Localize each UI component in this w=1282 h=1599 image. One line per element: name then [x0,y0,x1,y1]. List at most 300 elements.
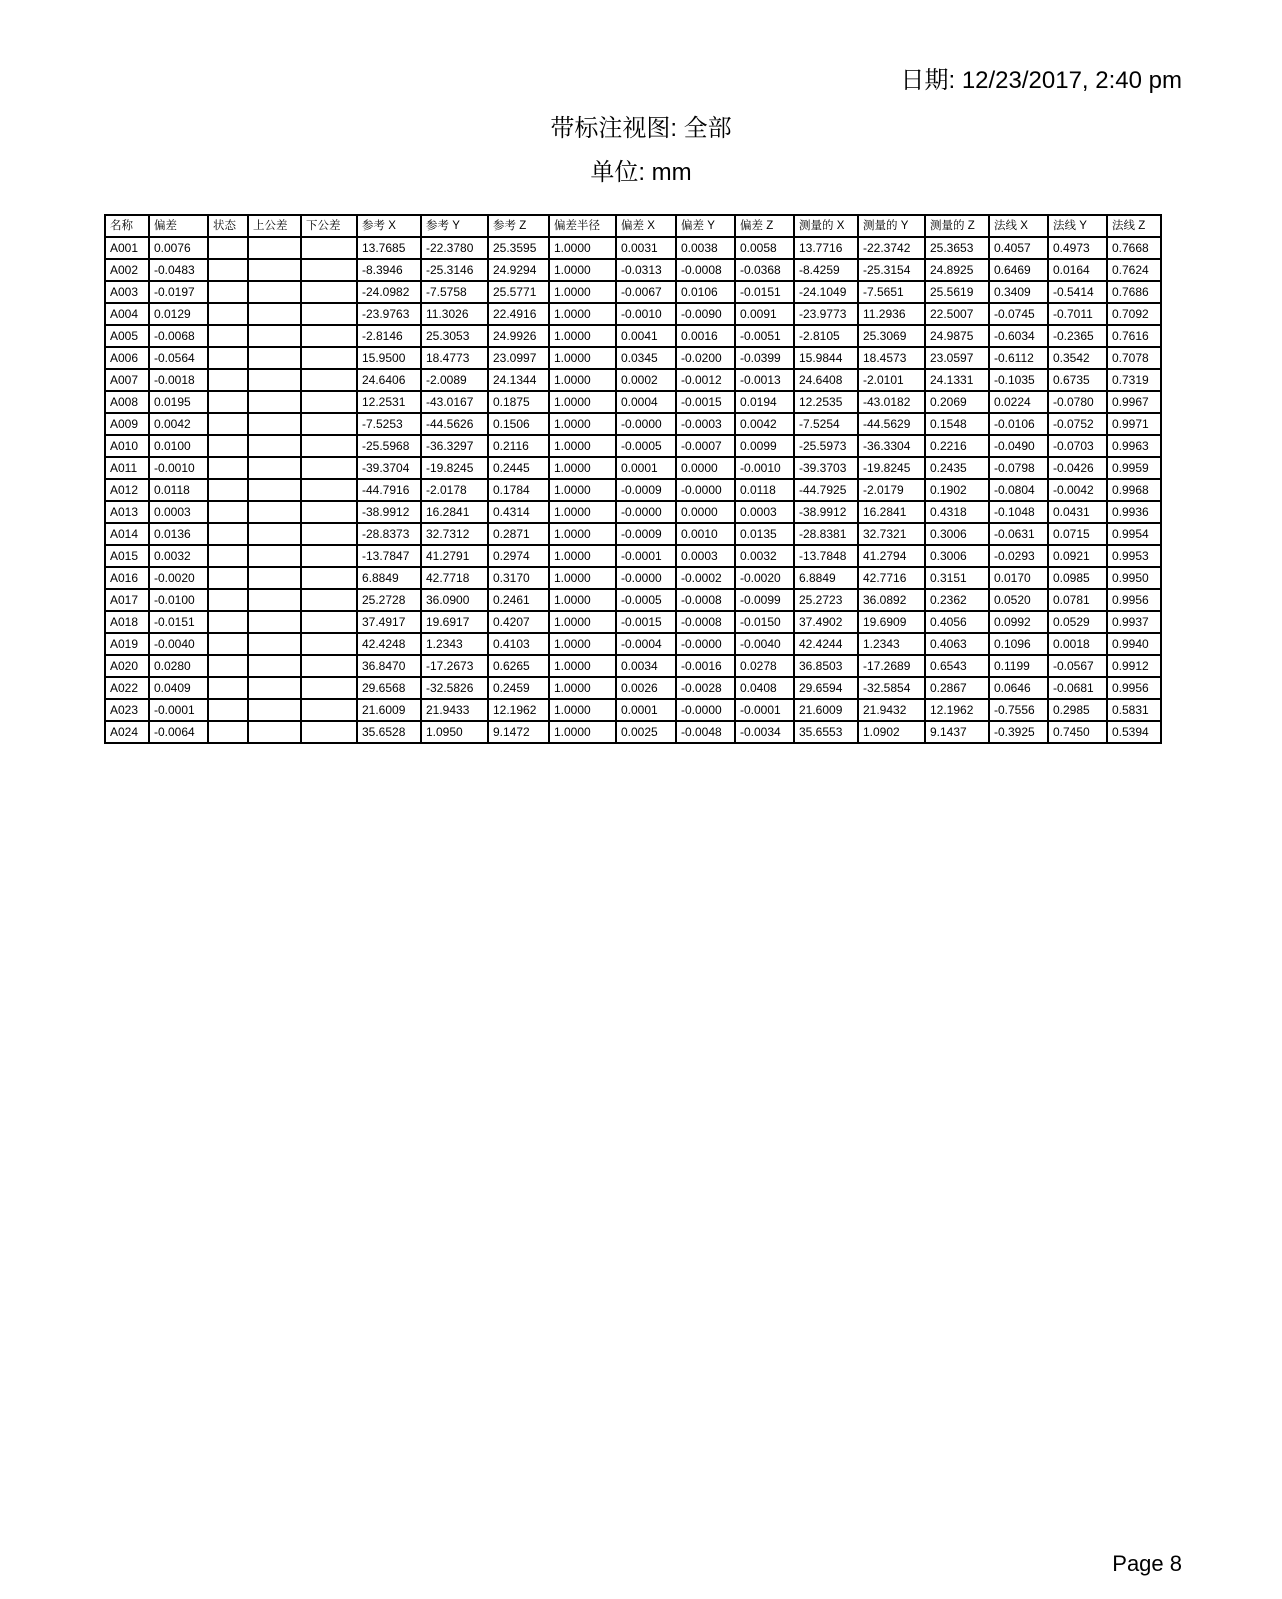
table-cell: A006 [105,347,149,369]
table-row [105,567,1161,589]
table-cell: 0.4063 [925,633,989,655]
table-cell: -19.8245 [858,457,925,479]
table-cell: -2.0178 [421,479,488,501]
table-cell: -0.0013 [735,369,794,391]
table-cell: 0.0004 [616,391,676,413]
table-cell: -8.4259 [794,259,858,281]
table-cell: 24.1331 [925,369,989,391]
table-cell: 0.0058 [735,237,794,259]
table-cell: 0.0032 [735,545,794,567]
table-cell: -2.0101 [858,369,925,391]
table-cell: 1.0000 [549,237,616,259]
table-cell: 0.2445 [488,457,549,479]
table-cell [248,435,301,457]
table-cell: 25.2728 [357,589,421,611]
table-cell [248,567,301,589]
table-cell: -0.0015 [676,391,735,413]
table-cell [208,479,248,501]
table-cell: -28.8373 [357,523,421,545]
table-cell: -13.7847 [357,545,421,567]
table-cell: -0.0004 [616,633,676,655]
table-cell: 37.4902 [794,611,858,633]
table-cell: 0.7319 [1107,369,1161,391]
table-cell: 0.0431 [1048,501,1107,523]
table-cell: 25.5619 [925,281,989,303]
table-cell: 25.2723 [794,589,858,611]
table-cell [208,567,248,589]
table-cell [248,633,301,655]
table-cell [301,611,357,633]
table-cell: 24.9294 [488,259,549,281]
table-cell [208,303,248,325]
table-cell: 0.9971 [1107,413,1161,435]
table-cell: 0.0278 [735,655,794,677]
table-cell: 1.0000 [549,611,616,633]
table-cell: 25.3653 [925,237,989,259]
table-cell: -0.0106 [989,413,1048,435]
table-row [105,413,1161,435]
page-number: Page 8 [1112,1551,1182,1576]
table-cell: -0.0007 [676,435,735,457]
table-cell: 0.0000 [676,457,735,479]
table-cell: 0.0136 [149,523,208,545]
table-cell [208,721,248,743]
table-cell: 0.0025 [616,721,676,743]
table-cell [248,479,301,501]
table-cell: 1.0000 [549,699,616,721]
table-cell [248,545,301,567]
table-cell: 0.2362 [925,589,989,611]
table-cell [248,523,301,545]
table-cell: 0.0003 [676,545,735,567]
table-cell: -43.0167 [421,391,488,413]
table-cell [248,655,301,677]
table-cell: 0.0099 [735,435,794,457]
table-cell: -44.7916 [357,479,421,501]
table-cell: 0.9953 [1107,545,1161,567]
table-cell: -22.3780 [421,237,488,259]
table-cell [301,633,357,655]
table-cell: A007 [105,369,149,391]
table-cell: 25.3595 [488,237,549,259]
table-cell: -0.3925 [989,721,1048,743]
table-cell: 0.0715 [1048,523,1107,545]
table-cell [208,457,248,479]
table-cell: -36.3304 [858,435,925,457]
table-cell [301,699,357,721]
table-cell: -0.0426 [1048,457,1107,479]
table-cell: 1.0000 [549,457,616,479]
table-header-row [105,215,1161,237]
table-cell: 0.0194 [735,391,794,413]
table-cell: 25.3069 [858,325,925,347]
table-cell: 1.0000 [549,435,616,457]
table-cell: A019 [105,633,149,655]
table-cell: -24.0982 [357,281,421,303]
table-row [105,303,1161,325]
table-row [105,611,1161,633]
table-cell [208,523,248,545]
table-cell: 0.2871 [488,523,549,545]
table-cell: 0.2116 [488,435,549,457]
table-cell: 0.9912 [1107,655,1161,677]
table-row [105,545,1161,567]
table-cell: 0.4973 [1048,237,1107,259]
table-cell: -39.3703 [794,457,858,479]
table-cell: 0.0041 [616,325,676,347]
table-cell: -0.0745 [989,303,1048,325]
table-cell: 0.0646 [989,677,1048,699]
table-row [105,699,1161,721]
table-cell: -0.0020 [149,567,208,589]
table-cell: -0.0150 [735,611,794,633]
table-cell: 0.0408 [735,677,794,699]
table-cell: -0.0009 [616,523,676,545]
table-row [105,589,1161,611]
table-cell: -2.0089 [421,369,488,391]
table-cell: 0.0345 [616,347,676,369]
table-cell [208,633,248,655]
table-row [105,347,1161,369]
table-cell: 0.9936 [1107,501,1161,523]
table-cell: 0.0135 [735,523,794,545]
table-cell: 0.7624 [1107,259,1161,281]
table-cell: 0.0018 [1048,633,1107,655]
table-cell: -0.0804 [989,479,1048,501]
table-cell [248,721,301,743]
table-cell [301,413,357,435]
table-cell: 0.9956 [1107,589,1161,611]
table-cell: 1.0000 [549,391,616,413]
report-title: 带标注视图: 全部 [550,115,732,142]
table-cell: 1.0000 [549,347,616,369]
table-cell: 35.6528 [357,721,421,743]
table-cell: 0.0118 [735,479,794,501]
table-cell: 0.0985 [1048,567,1107,589]
table-cell: -0.0293 [989,545,1048,567]
table-cell: 22.4916 [488,303,549,325]
table-cell [301,435,357,457]
table-cell: A023 [105,699,149,721]
table-cell: -0.0564 [149,347,208,369]
table-cell: 15.9844 [794,347,858,369]
table-cell: 21.6009 [794,699,858,721]
table-cell: -19.8245 [421,457,488,479]
table-cell [248,589,301,611]
table-cell: A001 [105,237,149,259]
column-header: 偏差 Y [676,215,735,237]
table-cell: A017 [105,589,149,611]
table-cell: 0.0042 [735,413,794,435]
table-cell: 0.9940 [1107,633,1161,655]
column-header: 法线 X [989,215,1048,237]
table-cell [208,369,248,391]
table-cell: -7.5254 [794,413,858,435]
table-cell [248,303,301,325]
table-cell: 36.0900 [421,589,488,611]
table-cell: 19.6917 [421,611,488,633]
table-cell [208,545,248,567]
table-cell: -0.0008 [676,611,735,633]
table-cell: -0.6034 [989,325,1048,347]
table-cell [208,699,248,721]
table-cell [248,699,301,721]
table-cell [248,347,301,369]
table-cell: 0.2069 [925,391,989,413]
table-cell: 1.0950 [421,721,488,743]
table-cell [301,545,357,567]
table-cell: -25.5968 [357,435,421,457]
table-cell: 0.0001 [616,457,676,479]
table-cell: A013 [105,501,149,523]
table-cell: -25.3146 [421,259,488,281]
table-cell: 0.0000 [676,501,735,523]
table-cell: -0.0798 [989,457,1048,479]
table-cell: 32.7321 [858,523,925,545]
table-cell: 0.1096 [989,633,1048,655]
table-cell [301,655,357,677]
table-cell: 0.0529 [1048,611,1107,633]
table-cell: -25.3154 [858,259,925,281]
table-cell: -0.0567 [1048,655,1107,677]
table-cell: -2.0179 [858,479,925,501]
table-cell: 0.0032 [149,545,208,567]
table-cell: -0.0197 [149,281,208,303]
table-cell: -0.0099 [735,589,794,611]
table-cell: 1.0000 [549,369,616,391]
table-cell: 0.0129 [149,303,208,325]
table-cell: -0.0631 [989,523,1048,545]
table-cell: -0.0483 [149,259,208,281]
table-cell: 1.2343 [421,633,488,655]
table-cell: 0.3409 [989,281,1048,303]
table-cell: 0.1902 [925,479,989,501]
table-cell: 0.4318 [925,501,989,523]
table-cell: -38.9912 [794,501,858,523]
table-cell: -0.0051 [735,325,794,347]
table-cell: -0.0034 [735,721,794,743]
report-unit: 单位: mm [590,159,692,186]
table-cell: 9.1472 [488,721,549,743]
table-cell: 0.2974 [488,545,549,567]
table-cell: 0.3542 [1048,347,1107,369]
table-cell [301,281,357,303]
table-cell: 24.8925 [925,259,989,281]
table-row [105,479,1161,501]
table-cell: 0.4057 [989,237,1048,259]
table-cell: 0.0001 [616,699,676,721]
table-cell: 36.8503 [794,655,858,677]
table-cell: 1.0000 [549,567,616,589]
table-cell: -0.2365 [1048,325,1107,347]
table-cell: -17.2673 [421,655,488,677]
table-cell: 0.0409 [149,677,208,699]
table-cell: 0.0042 [149,413,208,435]
table-cell: 0.6265 [488,655,549,677]
table-cell: -36.3297 [421,435,488,457]
table-cell: 0.0031 [616,237,676,259]
table-cell: A018 [105,611,149,633]
table-cell: 0.7092 [1107,303,1161,325]
table-cell [248,677,301,699]
table-cell: -8.3946 [357,259,421,281]
table-cell: -0.0368 [735,259,794,281]
table-cell: 0.6543 [925,655,989,677]
table-cell: -0.1048 [989,501,1048,523]
table-cell: 32.7312 [421,523,488,545]
table-cell: -0.0018 [149,369,208,391]
table-cell [301,501,357,523]
table-cell: 0.5831 [1107,699,1161,721]
table-row [105,435,1161,457]
table-cell: A022 [105,677,149,699]
table-cell: 0.7616 [1107,325,1161,347]
table-cell: -0.0001 [149,699,208,721]
table-cell: -44.5626 [421,413,488,435]
table-row [105,677,1161,699]
table-cell: 13.7716 [794,237,858,259]
table-cell: 0.0016 [676,325,735,347]
table-cell: -0.0003 [676,413,735,435]
table-cell: 36.0892 [858,589,925,611]
table-cell [208,655,248,677]
table-body [105,237,1161,743]
table-cell: 0.0106 [676,281,735,303]
table-cell: 12.2535 [794,391,858,413]
column-header: 参考 Z [488,215,549,237]
table-cell: -0.0067 [616,281,676,303]
table-cell: A009 [105,413,149,435]
table-cell: -0.0313 [616,259,676,281]
table-cell [248,457,301,479]
table-cell: -28.8381 [794,523,858,545]
column-header: 偏差 [149,215,208,237]
table-cell: A014 [105,523,149,545]
table-cell: 24.6408 [794,369,858,391]
table-cell [301,523,357,545]
table-cell: -0.0001 [616,545,676,567]
table-cell: 0.1784 [488,479,549,501]
table-cell: 42.7718 [421,567,488,589]
table-cell: 0.5394 [1107,721,1161,743]
table-cell: 1.0000 [549,523,616,545]
table-cell [248,325,301,347]
table-cell [208,435,248,457]
table-cell: -0.7011 [1048,303,1107,325]
table-row [105,369,1161,391]
table-cell: 0.9967 [1107,391,1161,413]
table-cell: -0.0000 [676,479,735,501]
table-cell: -38.9912 [357,501,421,523]
table-cell: 24.9875 [925,325,989,347]
table-row [105,633,1161,655]
table-cell: -0.0048 [676,721,735,743]
table-cell: 41.2794 [858,545,925,567]
table-cell [208,413,248,435]
table-cell: 0.0003 [735,501,794,523]
column-header: 法线 Y [1048,215,1107,237]
table-cell: -7.5758 [421,281,488,303]
table-cell: 0.6735 [1048,369,1107,391]
table-cell: -0.0090 [676,303,735,325]
table-cell: 0.9954 [1107,523,1161,545]
table-cell: 29.6568 [357,677,421,699]
table-cell: -43.0182 [858,391,925,413]
table-cell: 0.7686 [1107,281,1161,303]
table-row [105,655,1161,677]
table-cell: 6.8849 [357,567,421,589]
table-cell: -0.0703 [1048,435,1107,457]
column-header: 偏差 Z [735,215,794,237]
table-cell: 0.0026 [616,677,676,699]
column-header: 测量的 Z [925,215,989,237]
table-cell: -0.0490 [989,435,1048,457]
table-cell [301,567,357,589]
column-header: 偏差 X [616,215,676,237]
table-cell: -23.9763 [357,303,421,325]
table-cell: 15.9500 [357,347,421,369]
table-cell: 1.0000 [549,303,616,325]
table-cell: 0.4314 [488,501,549,523]
table-cell: -0.0151 [735,281,794,303]
table-cell [301,237,357,259]
table-cell: -0.0010 [616,303,676,325]
table-cell: 0.0992 [989,611,1048,633]
table-cell: 25.3053 [421,325,488,347]
table-cell: 0.0038 [676,237,735,259]
table-cell [248,237,301,259]
table-cell: -7.5651 [858,281,925,303]
table-cell: 0.0010 [676,523,735,545]
table-cell: -0.5414 [1048,281,1107,303]
table-cell: A010 [105,435,149,457]
report-date: 日期: 12/23/2017, 2:40 pm [900,67,1182,94]
table-cell [248,611,301,633]
table-cell: 0.1199 [989,655,1048,677]
column-header: 参考 Y [421,215,488,237]
table-cell: 0.7078 [1107,347,1161,369]
table-cell: 36.8470 [357,655,421,677]
column-header: 状态 [208,215,248,237]
column-header: 上公差 [248,215,301,237]
table-row [105,721,1161,743]
table-cell: -22.3742 [858,237,925,259]
table-cell: 0.9956 [1107,677,1161,699]
table-cell: 18.4773 [421,347,488,369]
table-cell: A004 [105,303,149,325]
table-cell: 1.0000 [549,281,616,303]
column-header: 法线 Z [1107,215,1161,237]
table-cell: -0.0020 [735,567,794,589]
table-cell: 0.1548 [925,413,989,435]
table-cell: 23.0597 [925,347,989,369]
column-header: 测量的 Y [858,215,925,237]
table-cell: 1.0000 [549,633,616,655]
table-cell: -0.0040 [149,633,208,655]
table-cell: 0.0118 [149,479,208,501]
table-row [105,523,1161,545]
table-cell: -0.1035 [989,369,1048,391]
table-cell: -0.0681 [1048,677,1107,699]
table-cell: 42.4244 [794,633,858,655]
table-cell: 22.5007 [925,303,989,325]
table-cell [248,259,301,281]
table-cell [301,369,357,391]
table-cell: -13.7848 [794,545,858,567]
table-cell: 0.7668 [1107,237,1161,259]
table-cell [208,281,248,303]
table-cell: 1.0902 [858,721,925,743]
